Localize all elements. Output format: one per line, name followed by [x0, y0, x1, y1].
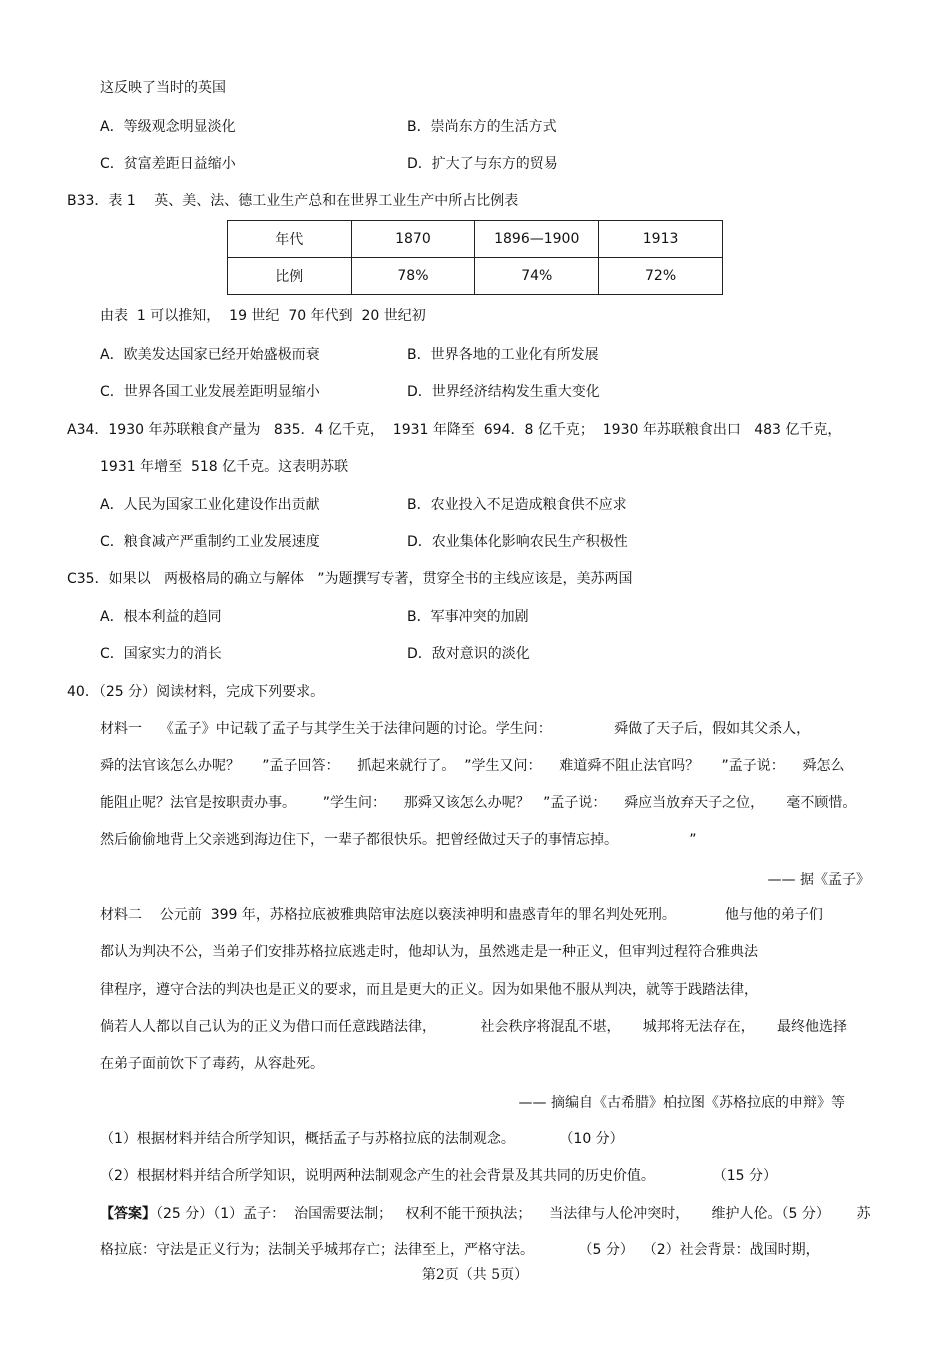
- q40-material1-line: 能阻止呢？法官是按职责办事。 ”学生问： 那舜又该怎么办呢？ ”孟子说： 舜应当放弃天子之位， 毫不顾惜。: [100, 795, 857, 811]
- q40-source2: —— 摘编自《古希腊》柏拉图《苏格拉底的申辩》等: [518, 1095, 845, 1111]
- q35-option-d: D．敌对意识的淡化: [407, 646, 530, 662]
- q34-stem-line2: 1931 年增至 518 亿千克。这表明苏联: [100, 459, 349, 475]
- q40-material2-line: 材料二 公元前 399 年，苏格拉底被雅典陪审法庭以亵渎神明和蛊惑青年的罪名判处死刑。 他与他的弟子们: [100, 907, 823, 923]
- q40-material1-line: 舜的法官该怎么办呢？ ”孟子回答： 抓起来就行了。 ”学生又问： 难道舜不阻止法官吗？ ”孟子说： 舜怎么: [100, 758, 845, 774]
- q34-option-c: C．粮食减产严重制约工业发展速度: [100, 534, 320, 550]
- table-cell: 1870: [351, 221, 475, 258]
- q35-option-c: C．国家实力的消长: [100, 646, 222, 662]
- table-cell: 比例: [228, 258, 352, 295]
- q40-material2-line: 律程序，遵守合法的判决也是正义的要求，而且是更大的正义。因为如果他不服从判决，就等于践踏法律，: [100, 982, 758, 998]
- answer-text: （25 分）（1）孟子： 治国需要法制； 权利不能干预执法； 当法律与人伦冲突时， 维护人伦。（5 分） 苏: [156, 1206, 871, 1222]
- table-cell: 1896—1900: [475, 221, 599, 258]
- table-cell: 年代: [228, 221, 352, 258]
- q35-option-a: A．根本利益的趋同: [100, 609, 222, 625]
- table-header-row: [228, 221, 723, 258]
- q40-requirement-2: （2）根据材料并结合所学知识，说明两种法制观念产生的社会背景及其共同的历史价值。 （15 分）: [100, 1168, 778, 1184]
- answer-label: 【答案】: [100, 1206, 156, 1222]
- q32-option-c: C．贫富差距日益缩小: [100, 156, 236, 172]
- table-cell: 78%: [351, 258, 475, 295]
- q40-source1: —— 据《孟子》: [767, 872, 870, 888]
- q40-answer-line2: 格拉底：守法是正义行为；法制关乎城邦存亡；法律至上，严格守法。 （5 分） （2）社会背景：战国时期，: [100, 1242, 820, 1258]
- q34-stem-line1: A34．1930 年苏联粮食产量为 835．4 亿千克， 1931 年降至 694．8 亿千克； 1930 年苏联粮食出口 483 亿千克，: [67, 422, 842, 438]
- q32-option-a: A．等级观念明显淡化: [100, 119, 236, 135]
- q33-option-c: C．世界各国工业发展差距明显缩小: [100, 384, 320, 400]
- table-cell: 1913: [599, 221, 723, 258]
- q35-option-b: B．军事冲突的加剧: [407, 609, 529, 625]
- q33-ratio-table: [227, 220, 723, 295]
- q33-option-a: A．欧美发达国家已经开始盛极而衰: [100, 347, 320, 363]
- q40-answer-line1: [100, 1204, 871, 1224]
- q34-option-b: B．农业投入不足造成粮食供不应求: [407, 497, 627, 513]
- q40-requirement-1: （1）根据材料并结合所学知识，概括孟子与苏格拉底的法制观念。 （10 分）: [100, 1131, 624, 1147]
- table-row: [228, 258, 723, 295]
- q34-option-d: D．农业集体化影响农民生产积极性: [407, 534, 628, 550]
- q40-material1-line: 然后偷偷地背上父亲逃到海边住下，一辈子都很快乐。把曾经做过天子的事情忘掉。 ”: [100, 832, 697, 848]
- q35-stem: C35．如果以 两极格局的确立与解体 ”为题撰写专著，贯穿全书的主线应该是，美苏两国: [67, 571, 633, 587]
- q32-option-d: D．扩大了与东方的贸易: [407, 156, 558, 172]
- q33-stem: 由表 1 可以推知， 19 世纪 70 年代到 20 世纪初: [100, 308, 426, 324]
- table-cell: 72%: [599, 258, 723, 295]
- q32-stem-tail: 这反映了当时的英国: [100, 80, 226, 96]
- q33-option-d: D．世界经济结构发生重大变化: [407, 384, 600, 400]
- q40-material1-line: 材料一 《孟子》中记载了孟子与其学生关于法律问题的讨论。学生问： 舜做了天子后，假如其父杀人，: [100, 721, 811, 737]
- q40-material2-line: 倘若人人都以自己认为的正义为借口而任意践踏法律， 社会秩序将混乱不堪， 城邦将无法存在， 最终他选择: [100, 1019, 848, 1035]
- table-cell: 74%: [475, 258, 599, 295]
- page-footer: 第2页（共 5页）: [421, 1267, 529, 1283]
- q34-option-a: A．人民为国家工业化建设作出贡献: [100, 497, 320, 513]
- q40-material2-line: 在弟子面前饮下了毒药，从容赴死。: [100, 1056, 324, 1072]
- q40-title: 40．（25 分）阅读材料，完成下列要求。: [67, 684, 325, 700]
- q40-material2-line: 都认为判决不公，当弟子们安排苏格拉底逃走时，他却认为，虽然逃走是一种正义，但审判过程符合雅典法: [100, 944, 758, 960]
- q33-title: B33．表 1 英、美、法、德工业生产总和在世界工业生产中所占比例表: [67, 193, 519, 209]
- q32-option-b: B．崇尚东方的生活方式: [407, 119, 557, 135]
- q33-option-b: B．世界各地的工业化有所发展: [407, 347, 599, 363]
